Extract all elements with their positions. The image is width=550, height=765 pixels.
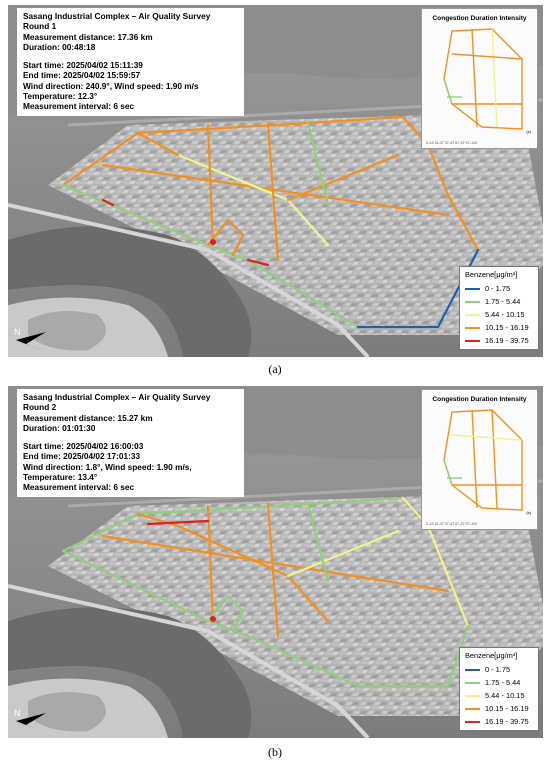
congestion-inset-map-b <box>421 389 538 530</box>
survey-title: Sasang Industrial Complex – Air Quality Survey <box>23 392 211 402</box>
legend-swatch <box>465 708 480 710</box>
legend-title: Benzene[μg/m³] <box>465 651 518 660</box>
legend-item <box>465 282 534 295</box>
inset-unit: (s) <box>526 129 531 134</box>
legend-label: 16.19 - 39.75 <box>485 336 529 345</box>
legend-label: 1.75 - 5.44 <box>485 297 521 306</box>
legend-swatch <box>465 288 480 290</box>
inset-unit: (s) <box>526 510 531 515</box>
legend-item <box>465 334 534 347</box>
caption-a: (a) <box>268 362 282 376</box>
congestion-inset-map-a <box>421 8 538 149</box>
legend-item <box>465 663 534 676</box>
survey-title: Sasang Industrial Complex – Air Quality Survey <box>23 11 211 21</box>
legend-item <box>465 689 534 702</box>
inset-route-diagram <box>422 9 539 150</box>
end-time: End time: 2025/04/02 17:01:33 <box>23 451 141 462</box>
north-label: N <box>14 327 21 337</box>
legend-swatch <box>465 340 480 342</box>
legend-label: 1.75 - 5.44 <box>485 678 521 687</box>
temperature: Temperature: 13.4° <box>23 472 98 483</box>
measurement-distance: Measurement distance: 17.36 km <box>23 31 153 42</box>
legend-item <box>465 321 534 334</box>
legend-swatch <box>465 682 480 684</box>
north-label: N <box>14 708 21 718</box>
map-panel-b <box>8 386 543 738</box>
inset-title: Congestion Duration Intensity <box>432 396 527 403</box>
survey-info-box-a <box>17 8 244 116</box>
temperature: Temperature: 12.3° <box>23 91 98 102</box>
inset-route-diagram <box>422 390 539 531</box>
legend-swatch <box>465 695 480 697</box>
start-time: Start time: 2025/04/02 16:00:03 <box>23 441 144 452</box>
inset-title: Congestion Duration Intensity <box>432 15 527 22</box>
legend-item <box>465 676 534 689</box>
legend-item <box>465 295 534 308</box>
start-time: Start time: 2025/04/02 15:11:39 <box>23 60 143 71</box>
benzene-legend-b <box>459 647 539 731</box>
legend-label: 5.44 - 10.15 <box>485 691 525 700</box>
legend-item <box>465 308 534 321</box>
legend-label: 0 - 1.75 <box>485 284 511 293</box>
legend-label: 10.15 - 16.19 <box>485 704 529 713</box>
legend-item <box>465 702 534 715</box>
legend-label: 5.44 - 10.15 <box>485 310 525 319</box>
north-arrow-icon <box>12 326 48 352</box>
legend-swatch <box>465 301 480 303</box>
legend-swatch <box>465 669 480 671</box>
end-time: End time: 2025/04/02 15:59:57 <box>23 70 141 81</box>
legend-title: Benzene[μg/m³] <box>465 270 518 279</box>
legend-label: 0 - 1.75 <box>485 665 511 674</box>
inset-scale: 0–15 15–37 37–67 67–97 97–100 <box>426 522 477 526</box>
survey-duration: Duration: 01:01:30 <box>23 422 96 433</box>
legend-swatch <box>465 314 480 316</box>
map-panel-a <box>8 5 543 357</box>
legend-swatch <box>465 327 480 329</box>
wind-info: Wind direction: 1.8°, Wind speed: 1.90 m/s, <box>23 461 192 472</box>
caption-b: (b) <box>268 745 282 759</box>
north-arrow-icon <box>12 707 48 733</box>
legend-label: 16.19 - 39.75 <box>485 717 529 726</box>
legend-label: 10.15 - 16.19 <box>485 323 529 332</box>
measurement-interval: Measurement interval: 6 sec <box>23 482 135 493</box>
legend-item <box>465 715 534 728</box>
wind-info: Wind direction: 240.9°, Wind speed: 1.90 m/s <box>23 80 199 91</box>
benzene-legend-a <box>459 266 539 350</box>
survey-info-box-b <box>17 389 244 497</box>
measurement-interval: Measurement interval: 6 sec <box>23 101 135 112</box>
survey-duration: Duration: 00:48:18 <box>23 41 96 52</box>
inset-scale: 0–15 15–37 37–67 67–97 97–100 <box>426 141 477 145</box>
survey-round: Round 1 <box>23 21 57 32</box>
legend-swatch <box>465 721 480 723</box>
survey-round: Round 2 <box>23 402 57 413</box>
measurement-distance: Measurement distance: 15.27 km <box>23 412 153 423</box>
